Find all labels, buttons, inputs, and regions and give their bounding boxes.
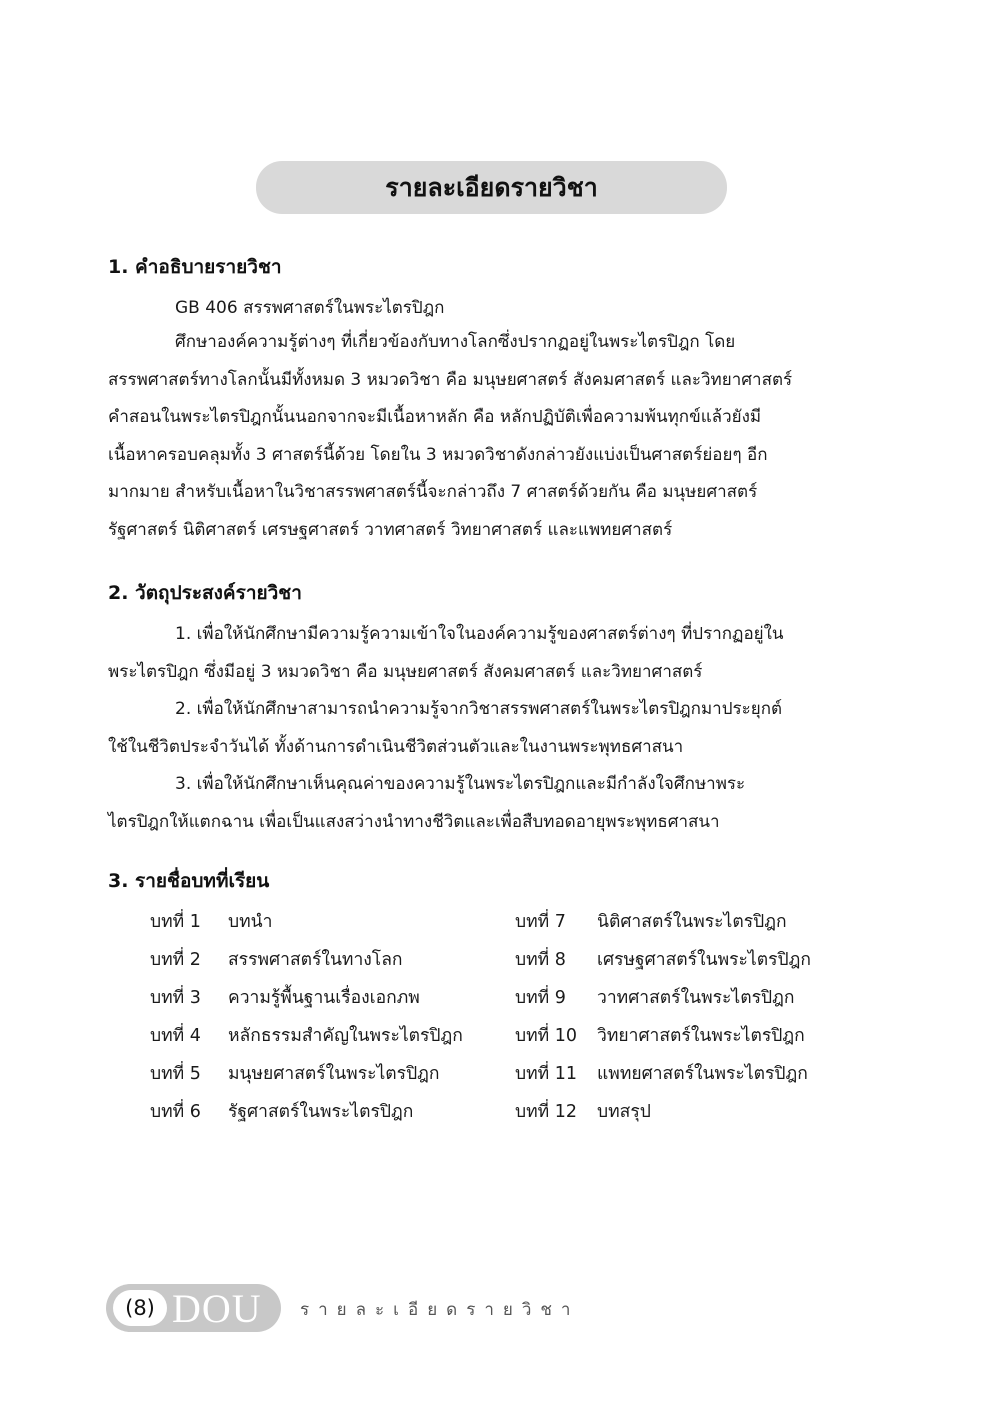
list-item bbox=[150, 1055, 463, 1093]
text-line: ศึกษาองค์ความรู้ต่างๆ ที่เกี่ยวข้องกับทางโลกซึ่งปรากฏอยู่ในพระไตรปิฎก โดย bbox=[175, 332, 736, 352]
running-title: รายละเอียดรายวิชา bbox=[300, 1300, 580, 1320]
text-line: รัฐศาสตร์ นิติศาสตร์ เศรษฐศาสตร์ วาทศาสตร์ วิทยาศาสตร์ และแพทยศาสตร์ bbox=[108, 519, 673, 540]
course-code: GB 406 สรรพศาสตร์ในพระไตรปิฎก bbox=[175, 298, 445, 318]
section-heading-description: 1. คำอธิบายรายวิชา bbox=[108, 256, 282, 278]
text-line: มากมาย สำหรับเนื้อหาในวิชาสรรพศาสตร์นี้จะกล่าวถึง 7 ศาสตร์ด้วยกัน คือ มนุษยศาสตร์ bbox=[108, 482, 758, 502]
list-item bbox=[150, 903, 463, 941]
list-item bbox=[515, 979, 811, 1017]
list-item bbox=[150, 979, 463, 1017]
text-line: พระไตรปิฎก ซึ่งมีอยู่ 3 หมวดวิชา คือ มนุษยศาสตร์ สังคมศาสตร์ และวิทยาศาสตร์ bbox=[108, 661, 703, 682]
page-title-banner bbox=[256, 161, 727, 214]
lesson-label: บทที่ 2 bbox=[150, 950, 201, 970]
lesson-label: บทที่ 10 bbox=[515, 1026, 578, 1046]
lesson-title: วาทศาสตร์ในพระไตรปิฎก bbox=[597, 988, 795, 1008]
objectives-paragraph bbox=[108, 616, 882, 841]
lesson-title: บทนำ bbox=[228, 912, 273, 932]
lesson-label: บทที่ 3 bbox=[150, 988, 201, 1008]
lesson-label: บทที่ 5 bbox=[150, 1064, 201, 1084]
lesson-label: บทที่ 6 bbox=[150, 1102, 201, 1122]
lesson-label: บทที่ 9 bbox=[515, 988, 566, 1008]
page-title: รายละเอียดรายวิชา bbox=[385, 172, 598, 202]
lesson-title: บทสรุป bbox=[597, 1102, 651, 1122]
lesson-title: วิทยาศาสตร์ในพระไตรปิฎก bbox=[597, 1026, 805, 1046]
list-item bbox=[515, 941, 811, 979]
page-number: (8) bbox=[113, 1290, 167, 1326]
list-item bbox=[150, 1093, 463, 1131]
text-line: 2. เพื่อให้นักศึกษาสามารถนำความรู้จากวิชาสรรพศาสตร์ในพระไตรปิฎกมาประยุกต์ bbox=[175, 699, 783, 719]
dou-logo: DOU bbox=[172, 1285, 262, 1331]
lesson-list-left bbox=[150, 903, 463, 1131]
text-line: ใช้ในชีวิตประจำวันได้ ทั้งด้านการดำเนินชีวิตส่วนตัวและในงานพระพุทธศาสนา bbox=[108, 736, 684, 757]
lesson-title: ความรู้พื้นฐานเรื่องเอกภพ bbox=[228, 988, 420, 1008]
text-line: สรรพศาสตร์ทางโลกนั้นมีทั้งหมด 3 หมวดวิชา คือ มนุษยศาสตร์ สังคมศาสตร์ และวิทยาศาสตร์ bbox=[108, 369, 793, 390]
section-heading-lessons: 3. รายชื่อบทที่เรียน bbox=[108, 870, 270, 892]
lesson-list-right bbox=[515, 903, 811, 1131]
lesson-label: บทที่ 4 bbox=[150, 1026, 201, 1046]
list-item bbox=[515, 1017, 811, 1055]
lesson-title: หลักธรรมสำคัญในพระไตรปิฎก bbox=[228, 1026, 463, 1046]
text-line: เนื้อหาครอบคลุมทั้ง 3 ศาสตร์นี้ด้วย โดยใน 3 หมวดวิชาดังกล่าวยังแบ่งเป็นศาสตร์ย่อยๆ อีก bbox=[108, 444, 768, 465]
list-item bbox=[515, 1055, 811, 1093]
lesson-title: เศรษฐศาสตร์ในพระไตรปิฎก bbox=[597, 950, 811, 970]
lesson-label: บทที่ 7 bbox=[515, 912, 566, 932]
lesson-title: สรรพศาสตร์ในทางโลก bbox=[228, 950, 403, 970]
text-line: 1. เพื่อให้นักศึกษามีความรู้ความเข้าใจในองค์ความรู้ของศาสตร์ต่างๆ ที่ปรากฏอยู่ใน bbox=[175, 624, 784, 644]
lesson-title: นิติศาสตร์ในพระไตรปิฎก bbox=[597, 912, 787, 932]
lesson-label: บทที่ 12 bbox=[515, 1102, 578, 1122]
list-item bbox=[515, 903, 811, 941]
text-line: ไตรปิฎกให้แตกฉาน เพื่อเป็นแสงสว่างนำทางชีวิตและเพื่อสืบทอดอายุพระพุทธศาสนา bbox=[108, 811, 720, 832]
text-line: คำสอนในพระไตรปิฎกนั้นนอกจากจะมีเนื้อหาหลัก คือ หลักปฏิบัติเพื่อความพ้นทุกข์แล้วยังมี bbox=[108, 407, 762, 427]
text-line: 3. เพื่อให้นักศึกษาเห็นคุณค่าของความรู้ในพระไตรปิฎกและมีกำลังใจศึกษาพระ bbox=[175, 774, 746, 794]
lesson-title: แพทยศาสตร์ในพระไตรปิฎก bbox=[597, 1064, 808, 1084]
list-item bbox=[150, 1017, 463, 1055]
lesson-label: บทที่ 8 bbox=[515, 950, 566, 970]
description-paragraph bbox=[108, 324, 882, 549]
lesson-label: บทที่ 11 bbox=[515, 1064, 578, 1084]
lesson-label: บทที่ 1 bbox=[150, 912, 201, 932]
list-item bbox=[515, 1093, 811, 1131]
lesson-title: มนุษยศาสตร์ในพระไตรปิฎก bbox=[228, 1064, 440, 1084]
lesson-title: รัฐศาสตร์ในพระไตรปิฎก bbox=[228, 1102, 414, 1122]
section-heading-objectives: 2. วัตถุประสงค์รายวิชา bbox=[108, 582, 302, 604]
list-item bbox=[150, 941, 463, 979]
